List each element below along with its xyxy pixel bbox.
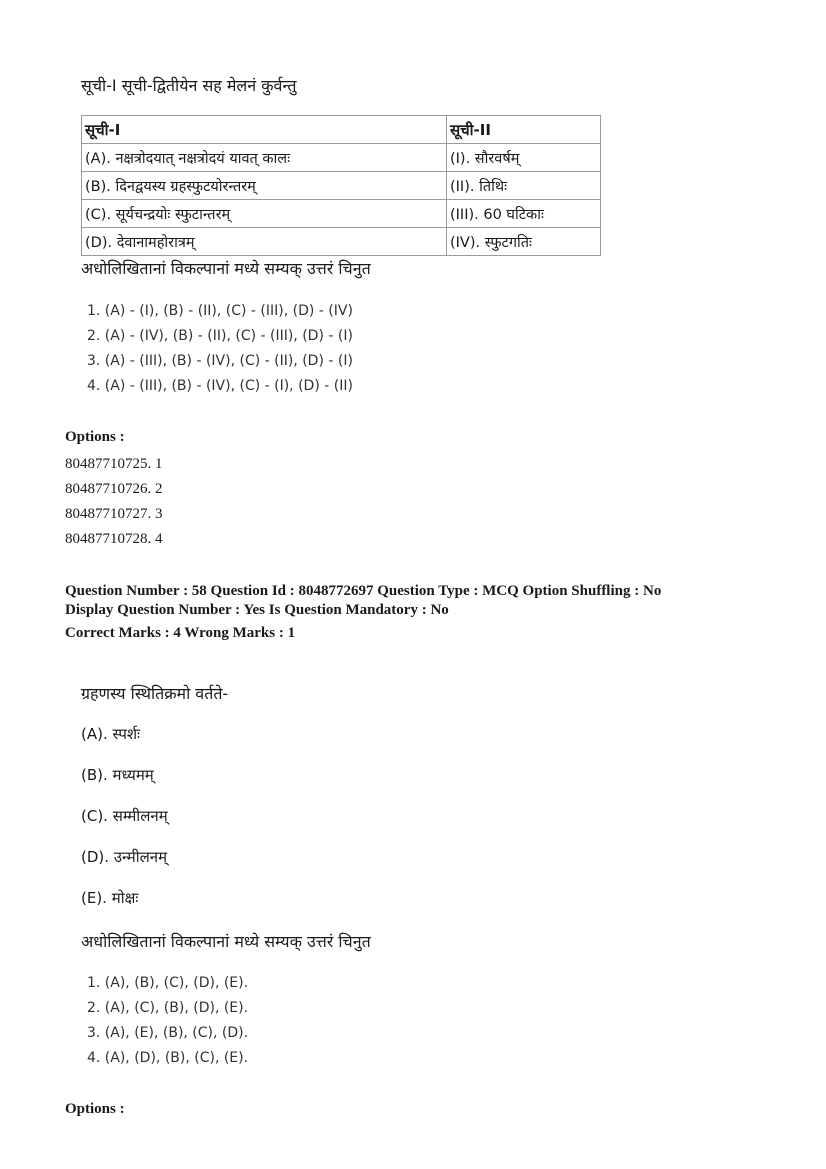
options-heading: Options : <box>65 429 125 445</box>
table-cell: (I). सौरवर्षम् <box>447 144 601 172</box>
answer-choice: 4. (A) - (III), (B) - (IV), (C) - (I), (D) - (II) <box>87 378 353 394</box>
question-stem: ग्रहणस्य स्थितिक्रमो वर्तते- <box>81 684 229 703</box>
table-cell: (II). तिथिः <box>447 172 601 200</box>
choose-answer-instruction: अधोलिखितानां विकल्पानां मध्ये सम्यक् उत्तरं चिनुत <box>81 259 371 278</box>
sequence-item: (E). मोक्षः <box>81 889 139 907</box>
sequence-item: (C). सम्मीलनम् <box>81 807 168 825</box>
answer-choice: 2. (A) - (IV), (B) - (II), (C) - (III), (D) - (I) <box>87 328 353 344</box>
sequence-items-list <box>81 722 168 927</box>
choose-answer-instruction: अधोलिखितानां विकल्पानां मध्ये सम्यक् उत्तरं चिनुत <box>81 932 371 951</box>
answer-choice: 1. (A), (B), (C), (D), (E). <box>87 975 249 991</box>
options-heading: Options : <box>65 1101 125 1117</box>
option-id-item: 80487710726. 2 <box>65 481 163 497</box>
sequence-item: (D). उन्मीलनम् <box>81 848 168 866</box>
table-row <box>82 228 601 256</box>
option-ids-list <box>65 452 163 552</box>
answer-choice: 2. (A), (C), (B), (D), (E). <box>87 1000 249 1016</box>
table-row <box>82 172 601 200</box>
question-meta-line: Question Number : 58 Question Id : 8048772697 Question Type : MCQ Option Shuffling : No <box>65 583 662 599</box>
sequence-item: (A). स्पर्शः <box>81 725 141 743</box>
option-id-item: 80487710727. 3 <box>65 506 163 522</box>
answer-choice: 4. (A), (D), (B), (C), (E). <box>87 1050 249 1066</box>
question-meta-line: Display Question Number : Yes Is Question Mandatory : No <box>65 602 449 618</box>
question-meta <box>65 582 661 643</box>
answer-choices-list <box>81 299 353 399</box>
table-cell: (IV). स्फुटगतिः <box>447 228 601 256</box>
answer-choices-list <box>81 971 248 1071</box>
table-row <box>82 144 601 172</box>
option-id-item: 80487710728. 4 <box>65 531 163 547</box>
answer-choice: 3. (A), (E), (B), (C), (D). <box>87 1025 249 1041</box>
table-cell: (D). देवानामहोरात्रम् <box>82 228 447 256</box>
answer-choice: 3. (A) - (III), (B) - (IV), (C) - (II), (D) - (I) <box>87 353 353 369</box>
match-instruction: सूची-I सूची-द्वितीयेन सह मेलनं कुर्वन्तु <box>81 76 297 95</box>
table-cell: (III). 60 घटिकाः <box>447 200 601 228</box>
column-header-list-2: सूची-II <box>447 116 601 144</box>
table-cell: (C). सूर्यचन्द्रयोः स्फुटान्तरम् <box>82 200 447 228</box>
option-id-item: 80487710725. 1 <box>65 456 163 472</box>
marks-line: Correct Marks : 4 Wrong Marks : 1 <box>65 625 296 641</box>
table-header-row <box>82 116 601 144</box>
table-cell: (A). नक्षत्रोदयात् नक्षत्रोदयं यावत् कालः <box>82 144 447 172</box>
table-cell: (B). दिनद्वयस्य ग्रहस्फुटयोरन्तरम् <box>82 172 447 200</box>
answer-choice: 1. (A) - (I), (B) - (II), (C) - (III), (D) - (IV) <box>87 303 353 319</box>
sequence-item: (B). मध्यमम् <box>81 766 154 784</box>
table-row <box>82 200 601 228</box>
column-header-list-1: सूची-I <box>82 116 447 144</box>
match-table <box>81 115 601 256</box>
